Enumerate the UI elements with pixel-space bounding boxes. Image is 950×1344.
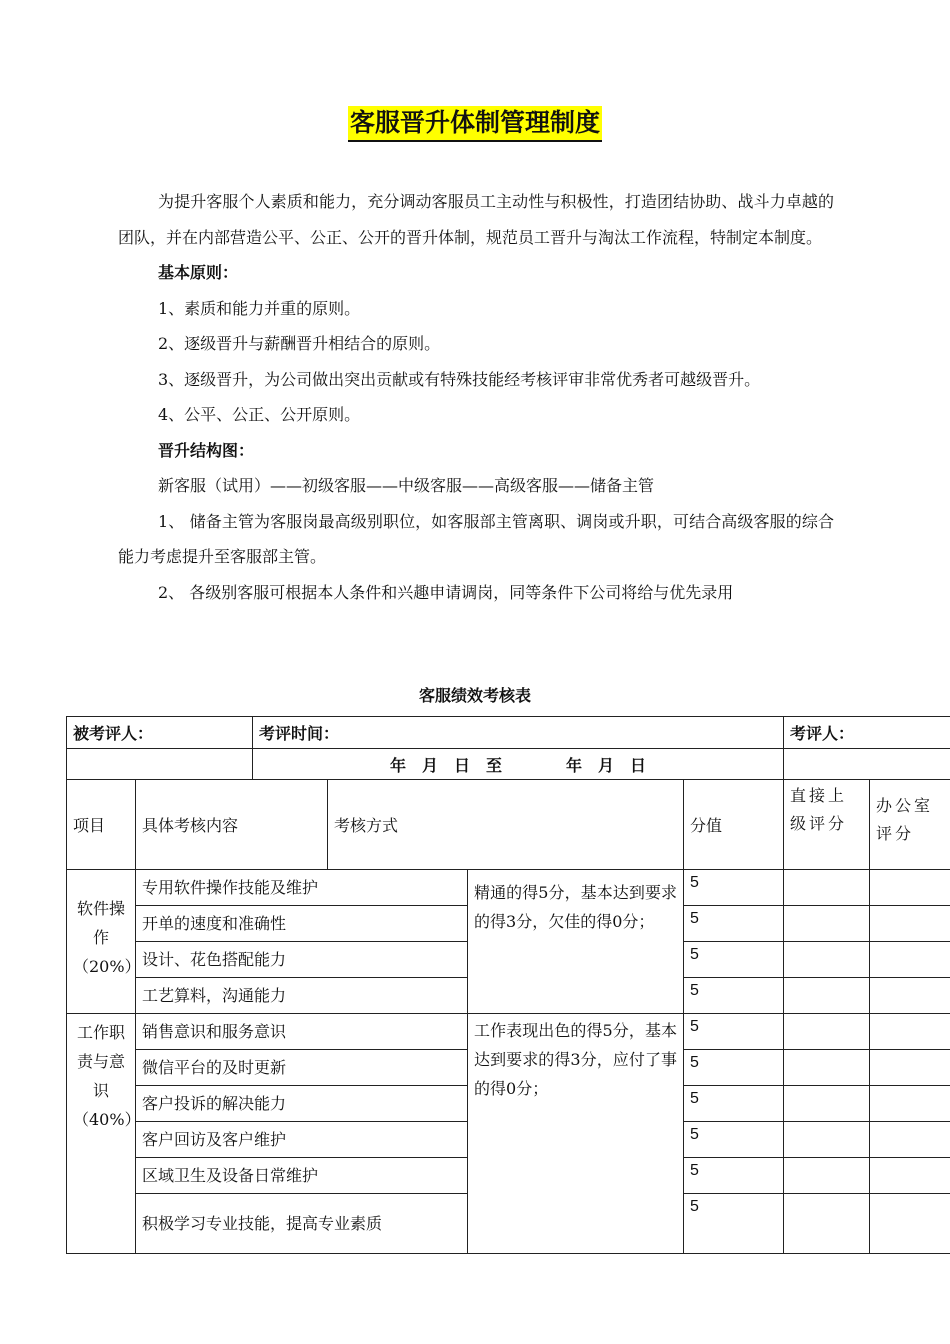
principle-item: 3、逐级晋升，为公司做出突出贡献或有特殊技能经考核评审非常优秀者可越级晋升。 xyxy=(158,369,761,389)
category-duty: 工作职责与意识（40%） xyxy=(67,1014,136,1254)
item-score: 5 xyxy=(684,906,784,942)
item-score: 5 xyxy=(684,1158,784,1194)
office-score-cell[interactable] xyxy=(870,1014,950,1050)
header-office: 办公室评分 xyxy=(870,780,950,870)
item-content: 客户投诉的解决能力 xyxy=(136,1086,468,1122)
header-content: 具体考核内容 xyxy=(136,780,328,870)
supervisor-score-cell[interactable] xyxy=(784,1158,870,1194)
office-score-cell[interactable] xyxy=(870,978,950,1014)
principles-heading: 基本原则： xyxy=(158,263,239,282)
item-score: 5 xyxy=(684,1050,784,1086)
principle-item: 4、公平、公正、公开原则。 xyxy=(158,405,361,424)
method-duty: 工作表现出色的得5分，基本达到要求的得3分，应付了事的得0分； xyxy=(468,1014,684,1254)
header-row-2 xyxy=(67,749,950,780)
supervisor-score-cell[interactable] xyxy=(784,942,870,978)
date-range: 年 月 日 至 年 月 日 xyxy=(253,749,784,780)
supervisor-score-cell[interactable] xyxy=(784,1086,870,1122)
evaluatee-label: 被考评人： xyxy=(67,717,253,749)
header-score: 分值 xyxy=(684,780,784,870)
office-score-cell[interactable] xyxy=(870,1122,950,1158)
evaluatee-value[interactable] xyxy=(67,749,253,780)
principle-item: 2、逐级晋升与薪酬晋升相结合的原则。 xyxy=(158,334,441,353)
item-content: 销售意识和服务意识 xyxy=(136,1014,468,1050)
structure-chain: 新客服（试用）——初级客服——中级客服——高级客服——储备主管 xyxy=(158,476,655,495)
intro-paragraph: 为提升客服个人素质和能力，充分调动客服员工主动性与积极性，打造团结协助、战斗力卓越的团队，并在内部营造公平、公正、公开的晋升体制，规范员工晋升与淘汰工作流程，特制定本制度。 xyxy=(118,192,834,247)
header-row-1 xyxy=(67,717,950,749)
header-supervisor: 直接上级评分 xyxy=(784,780,870,870)
document-title: 客服晋升体制管理制度 xyxy=(348,106,602,142)
item-content: 设计、花色搭配能力 xyxy=(136,942,468,978)
item-score: 5 xyxy=(684,1086,784,1122)
header-item: 项目 xyxy=(67,780,136,870)
office-score-cell[interactable] xyxy=(870,1086,950,1122)
supervisor-score-cell[interactable] xyxy=(784,906,870,942)
item-score: 5 xyxy=(684,978,784,1014)
office-score-cell[interactable] xyxy=(870,906,950,942)
item-score: 5 xyxy=(684,870,784,906)
item-score: 5 xyxy=(684,942,784,978)
item-score: 5 xyxy=(684,1014,784,1050)
item-score: 5 xyxy=(684,1122,784,1158)
table-title: 客服绩效考核表 xyxy=(418,686,531,705)
item-content: 微信平台的及时更新 xyxy=(136,1050,468,1086)
supervisor-score-cell[interactable] xyxy=(784,1194,870,1254)
title-wrap xyxy=(0,106,950,142)
time-label: 考评时间： xyxy=(253,717,784,749)
item-score: 5 xyxy=(684,1194,784,1254)
office-score-cell[interactable] xyxy=(870,1050,950,1086)
supervisor-score-cell[interactable] xyxy=(784,1050,870,1086)
item-content: 专用软件操作技能及维护 xyxy=(136,870,468,906)
method-software: 精通的得5分，基本达到要求的得3分，欠佳的得0分； xyxy=(468,870,684,1014)
document-body xyxy=(118,184,834,610)
item-content: 开单的速度和准确性 xyxy=(136,906,468,942)
item-content: 区域卫生及设备日常维护 xyxy=(136,1158,468,1194)
supervisor-score-cell[interactable] xyxy=(784,870,870,906)
item-content: 积极学习专业技能，提高专业素质 xyxy=(136,1194,468,1254)
evaluator-label: 考评人： xyxy=(784,717,950,749)
evaluator-value[interactable] xyxy=(784,749,950,780)
office-score-cell[interactable] xyxy=(870,870,950,906)
office-score-cell[interactable] xyxy=(870,1158,950,1194)
table-row xyxy=(67,1014,950,1050)
principle-item: 1、素质和能力并重的原则。 xyxy=(158,298,361,318)
header-method: 考核方式 xyxy=(328,780,684,870)
structure-heading: 晋升结构图： xyxy=(158,440,255,460)
structure-note: 1、 储备主管为客服岗最高级别职位，如客服部主管离职、调岗或升职，可结合高级客服的综合能力考虑提升至客服部主管。 xyxy=(118,511,834,566)
item-content: 工艺算料，沟通能力 xyxy=(136,978,468,1014)
table-row xyxy=(67,870,950,906)
category-software: 软件操作（20%） xyxy=(67,870,136,1014)
office-score-cell[interactable] xyxy=(870,942,950,978)
supervisor-score-cell[interactable] xyxy=(784,978,870,1014)
office-score-cell[interactable] xyxy=(870,1194,950,1254)
structure-note: 2、 各级别客服可根据本人条件和兴趣申请调岗，同等条件下公司将给与优先录用 xyxy=(158,582,734,602)
supervisor-score-cell[interactable] xyxy=(784,1014,870,1050)
supervisor-score-cell[interactable] xyxy=(784,1122,870,1158)
evaluation-table xyxy=(66,716,950,1254)
item-content: 客户回访及客户维护 xyxy=(136,1122,468,1158)
column-header-row xyxy=(67,780,950,870)
